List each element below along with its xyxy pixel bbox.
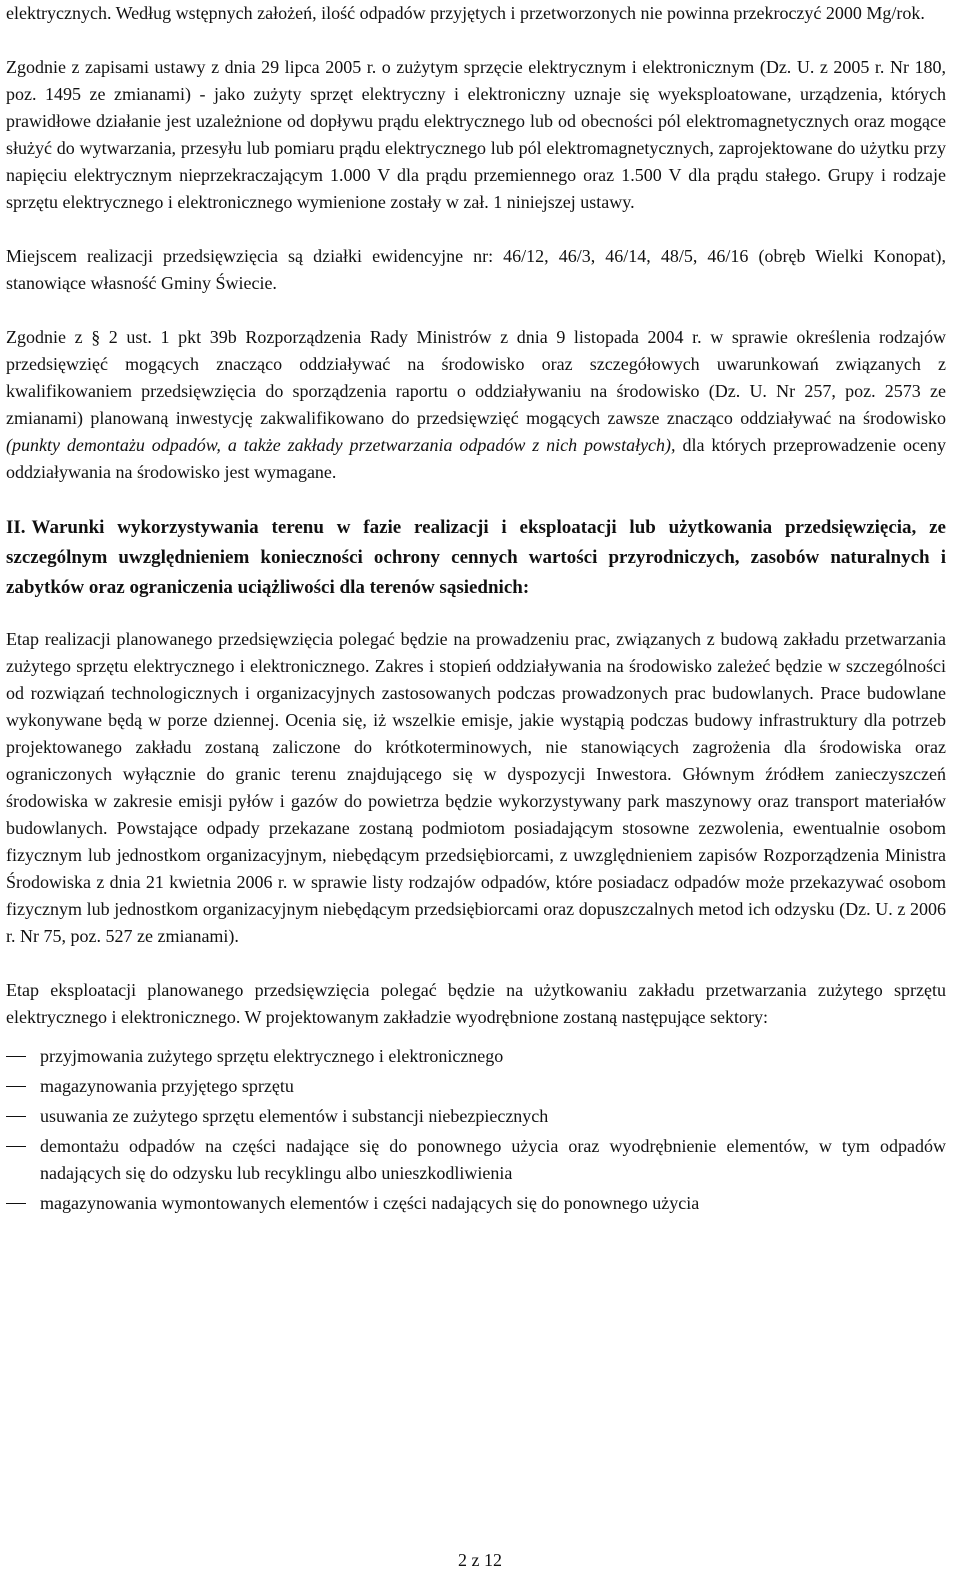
paragraph-construction-phase: Etap realizacji planowanego przedsięwzięcia polegać będzie na prowadzeniu prac, związanych z budową zakładu przetwarzania zużytego sprzętu elektrycznego i elektronicznego. Zakres i stopień oddziaływania na środowisko zależeć będzie w szczególności od rozwiązań technologicznych i organizacyjnych zastosowanych podczas prowadzonych prac budowlanych. Prace budowlane wykonywane będą w porze dziennej. Ocenia się, iż wszelkie emisje, jakie wystąpią podczas budowy infrastruktury dla potrzeb projektowanego zakładu zostaną zaliczone do krótkoterminowych, nie stanowiących zagrożenia dla środowiska oraz ograniczonych wyłącznie do granic terenu znajdującego się w dyspozycji Inwestora. Głównym źródłem zanieczyszczeń środowiska w zakresie emisji pyłów i gazów do powietrza będzie wykorzystywany park maszynowy oraz transport materiałów budowlanych. Powstające odpady przekazane zostaną podmiotom posiadającym stosowne zezwolenia, ewentualnie osobom fizycznym lub jednostkom organizacyjnym, niebędącym przedsiębiorcami, z uwzględnieniem zapisów Rozporządzenia Ministra Środowiska z dnia 21 kwietnia 2006 r. w sprawie listy rodzajów odpadów, które posiadacz odpadów może przekazywać osobom fizycznym lub jednostkom organizacyjnym niebędącym przedsiębiorcami oraz dopuszczalnych metod ich odzysku (Dz. U. z 2006 r. Nr 75, poz. 527 ze zmianami). (6, 629, 946, 946)
list-item-text: magazynowania wymontowanych elementów i części nadających się do ponownego użycia (40, 1193, 700, 1213)
dash-bullet-icon (6, 1116, 26, 1117)
page-number: 2 z 12 (458, 1550, 502, 1570)
list-item (6, 1103, 946, 1130)
list-item (6, 1133, 946, 1187)
regulation-text-start: Zgodnie z (6, 327, 92, 347)
paragraph-waste-equipment-definition: Zgodnie z zapisami ustawy z dnia 29 lipca 2005 r. o zużytym sprzęcie elektrycznym i elektronicznym (Dz. U. z 2005 r. Nr 180, poz. 1495 ze zmianami) - jako zużyty sprzęt elektryczny i elektroniczny uznaje się wyeksploatowane, urządzenia, których prawidłowe działanie jest uzależnione od dopływu prądu elektrycznego lub od obecności pól elektromagnetycznych oraz mogące służyć do wytwarzania, przesyłu lub pomiaru prądu elektrycznego lub pól elektromagnetycznych, zaprojektowane do użytku przy napięciu elektrycznym nieprzekraczającym 1.000 V dla prądu przemiennego oraz 1.500 V dla prądu stałego. Grupy i rodzaje sprzętu elektrycznego i elektronicznego wymienione zostały w zał. 1 niniejszej ustawy. (6, 57, 946, 212)
sector-list (6, 1043, 946, 1217)
paragraph-intro-continuation: elektrycznych. Według wstępnych założeń, ilość odpadów przyjętych i przetworzonych nie powinna przekroczyć 2000 Mg/rok. (6, 3, 925, 23)
list-item (6, 1043, 946, 1070)
list-item-text: przyjmowania zużytego sprzętu elektrycznego i elektronicznego (40, 1046, 504, 1066)
regulation-text-end: dla których przeprowadzenie oceny oddziaływania na środowisko jest wymagane. (6, 435, 946, 482)
dash-bullet-icon (6, 1086, 26, 1087)
section-title: Warunki wykorzystywania terenu w fazie realizacji i eksploatacji lub użytkowania przedsięwzięcia, ze szczególnym uwzględnieniem konieczności ochrony cennych wartości przyrodniczych, zasobów naturalnych i zabytków oraz ograniczenia uciążliwości dla terenów sąsiednich: (6, 517, 946, 598)
dash-bullet-icon (6, 1203, 26, 1204)
section-number: II. (6, 517, 26, 538)
list-item-text: usuwania ze zużytego sprzętu elementów i substancji niebezpiecznych (40, 1106, 549, 1126)
dash-bullet-icon (6, 1146, 26, 1147)
list-item-text: magazynowania przyjętego sprzętu (40, 1076, 294, 1096)
section-sign-icon: § (91, 327, 101, 347)
list-item (6, 1073, 946, 1100)
regulation-text-middle: 2 ust. 1 pkt 39b Rozporządzenia Rady Ministrów z dnia 9 listopada 2004 r. w sprawie określenia rodzajów przedsięwzięć mogących znacząco oddziaływać na środowisko oraz szczegółowych uwarunkowań związanych z kwalifikowaniem przedsięwzięcia do sporządzenia raportu o oddziaływaniu na środowisko (Dz. U. Nr 257, poz. 2573 ze zmianami) planowaną inwestycję zakwalifikowano do przedsięwzięć mogących zawsze znacząco oddziaływać na środowisko (6, 327, 946, 428)
list-item (6, 1190, 946, 1217)
paragraph-location: Miejscem realizacji przedsięwzięcia są działki ewidencyjne nr: 46/12, 46/3, 46/14, 48/5, 46/16 (obręb Wielki Konopat), stanowiące własność Gminy Świecie. (6, 246, 946, 293)
paragraph-regulation-classification (6, 324, 946, 486)
section-heading-ii (6, 513, 946, 603)
list-item-text: demontażu odpadów na części nadające się do ponownego użycia oraz wyodrębnienie elementów, w tym odpadów nadających się do odzysku lub recyklingu albo unieszkodliwienia (40, 1136, 946, 1183)
regulation-italic-note: (punkty demontażu odpadów, a także zakłady przetwarzania odpadów z nich powstałych), (6, 435, 676, 455)
paragraph-operation-phase: Etap eksploatacji planowanego przedsięwzięcia polegać będzie na użytkowaniu zakładu przetwarzania zużytego sprzętu elektrycznego i elektronicznego. W projektowanym zakładzie wyodrębnione zostaną następujące sektory: (6, 980, 946, 1027)
document-page (6, 0, 946, 1220)
dash-bullet-icon (6, 1056, 26, 1057)
